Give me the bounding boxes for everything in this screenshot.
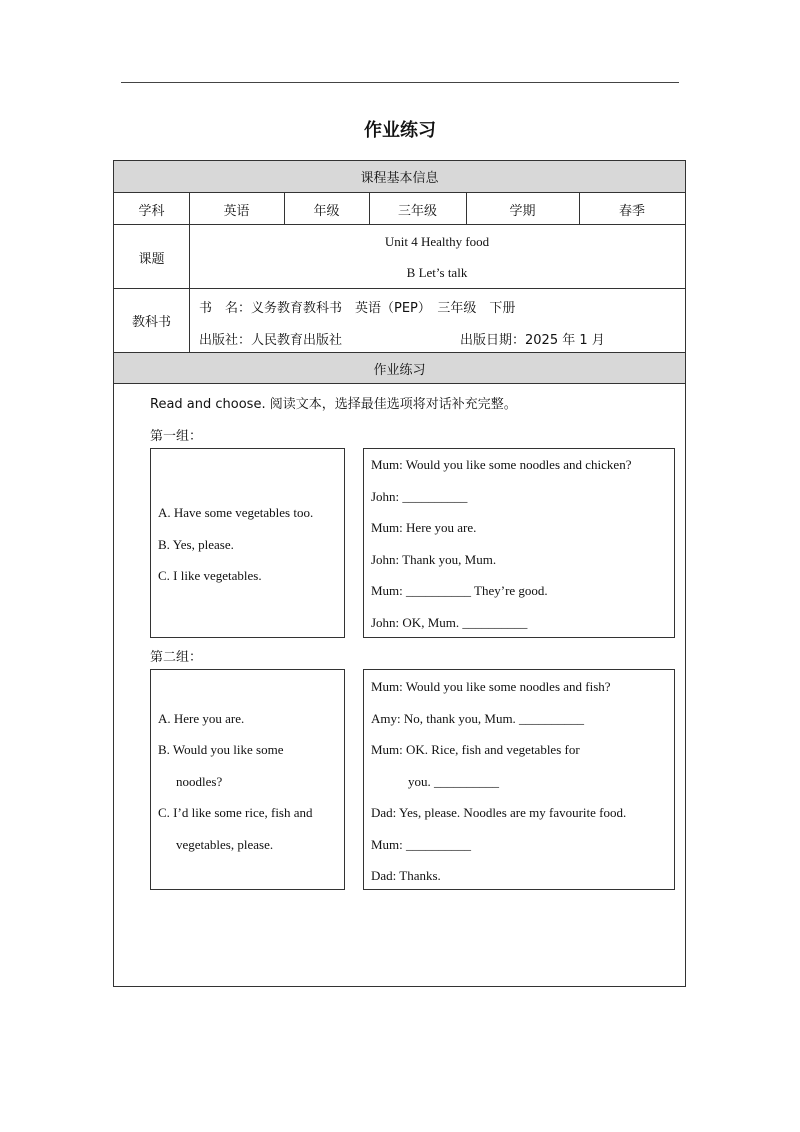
group2-dialogue-line: Dad: Thanks. <box>371 868 441 883</box>
group2-option-b-cont: noodles? <box>176 774 223 789</box>
textbook-publisher: 出版社：人民教育出版社 <box>199 333 343 348</box>
group2-dialogue-line: Mum: Would you like some noodles and fish? <box>371 679 611 694</box>
exercise-instruction: Read and choose. 阅读文本，选择最佳选项将对话补充完整。 <box>150 397 517 412</box>
term-label: 学期 <box>509 203 536 219</box>
group1-dialogue-line: Mum: __________ They’re good. <box>371 583 548 598</box>
group1-dialogue-line: Mum: Here you are. <box>371 520 477 535</box>
group2-dialogue-line: Dad: Yes, please. Noodles are my favourite food. <box>371 805 627 820</box>
group1-dialogue-line: John: OK, Mum. __________ <box>371 615 528 630</box>
course-info-header: 课程基本信息 <box>114 161 685 193</box>
group1-option-b: B. Yes, please. <box>158 537 234 552</box>
grade-value: 三年级 <box>397 203 437 219</box>
page-title: 作业练习 <box>364 120 436 141</box>
group1-option-c: C. I like vegetables. <box>158 568 262 583</box>
topic-lesson: B Let’s talk <box>406 265 468 280</box>
row-divider <box>114 288 685 289</box>
group2-option-a: A. Here you are. <box>158 711 245 726</box>
worksheet-table <box>113 160 686 987</box>
group1-label: 第一组： <box>150 429 203 444</box>
exercise-header: 作业练习 <box>114 353 685 384</box>
row-divider <box>114 224 685 225</box>
group1-dialogue-line: Mum: Would you like some noodles and chicken? <box>371 457 632 472</box>
header-rule <box>121 82 679 83</box>
topic-label: 课题 <box>138 251 165 267</box>
term-value: 春季 <box>618 203 645 219</box>
group1-dialogue-box <box>363 448 675 638</box>
grade-label: 年级 <box>313 203 340 219</box>
group2-dialogue-line: you. __________ <box>408 774 499 789</box>
group1-options-box <box>150 448 345 638</box>
group2-dialogue-line: Amy: No, thank you, Mum. __________ <box>371 711 585 726</box>
group1-option-a: A. Have some vegetables too. <box>158 505 314 520</box>
group2-dialogue-line: Mum: __________ <box>371 837 472 852</box>
group2-option-b: B. Would you like some <box>158 742 284 757</box>
textbook-label: 教科书 <box>131 315 171 330</box>
textbook-pub-date: 出版日期：2025 年 1 月 <box>460 333 605 348</box>
topic-unit: Unit 4 Healthy food <box>384 234 490 249</box>
group1-dialogue-line: John: __________ <box>371 489 468 504</box>
textbook-name: 书 名：义务教育教科书 英语（PEP） 三年级 下册 <box>199 301 516 316</box>
group2-option-c: C. I’d like some rice, fish and <box>158 805 313 820</box>
group2-dialogue-box <box>363 669 675 890</box>
group2-option-c-cont: vegetables, please. <box>176 837 274 852</box>
subject-value: 英语 <box>223 203 250 219</box>
subject-label: 学科 <box>138 203 165 219</box>
group2-label: 第二组： <box>150 650 203 665</box>
group2-options-box <box>150 669 345 890</box>
group1-dialogue-line: John: Thank you, Mum. <box>371 552 497 567</box>
group2-dialogue-line: Mum: OK. Rice, fish and vegetables for <box>371 742 580 757</box>
